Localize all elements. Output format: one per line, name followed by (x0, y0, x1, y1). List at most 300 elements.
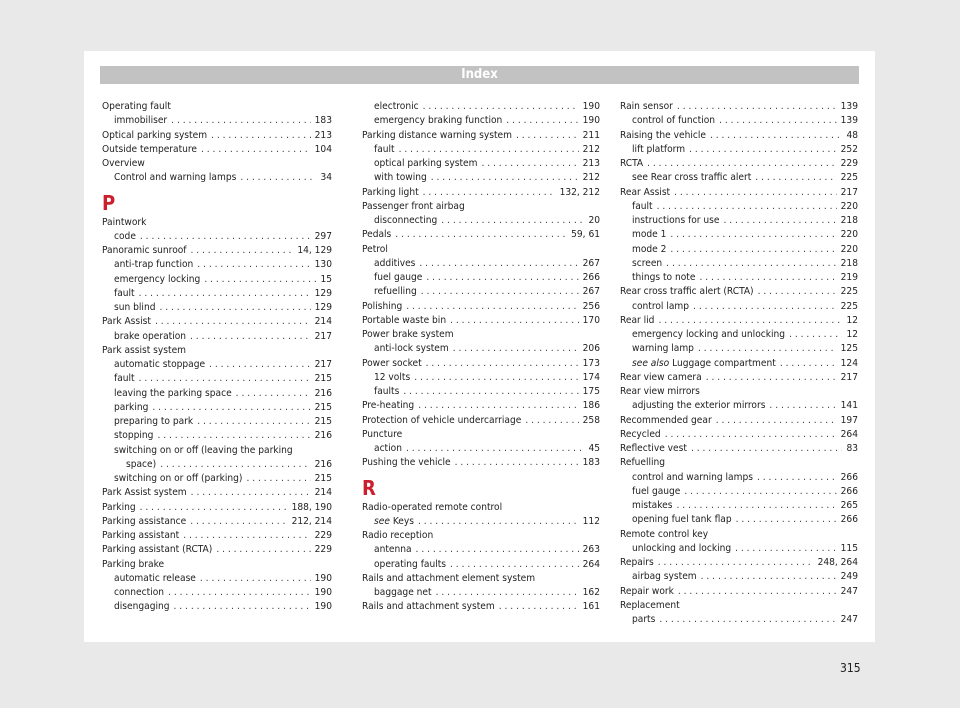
index-entry (362, 414, 600, 428)
entry-term: Rails and attachment system (362, 601, 495, 613)
dot-leader (403, 385, 578, 399)
index-heading: Parking brake (102, 558, 165, 570)
index-entry (362, 371, 600, 385)
dot-leader (665, 428, 837, 442)
entry-term: Pushing the vehicle (362, 457, 451, 469)
index-entry (620, 513, 858, 527)
index-entry (362, 100, 600, 114)
index-entry (620, 100, 858, 114)
entry-page-ref: 129 (314, 302, 332, 313)
entry-term: leaving the parking space (114, 387, 232, 399)
entry-term: mode 2 (632, 243, 667, 255)
entry-page-ref: 263 (582, 544, 600, 556)
entry-term: things to note (632, 272, 696, 283)
entry-term: fault (632, 200, 653, 212)
index-entry (362, 515, 600, 529)
index-entry (620, 257, 858, 271)
index-entry (362, 171, 600, 185)
entry-page-ref: 266 (840, 485, 858, 497)
entry-term: Reflective vest (620, 443, 687, 454)
dot-leader (236, 387, 311, 401)
entry-page-ref: 214 (314, 316, 332, 328)
index-heading: Operating fault (102, 101, 171, 112)
dot-leader (240, 171, 316, 185)
index-entry (102, 258, 332, 272)
entry-page-ref: 175 (582, 386, 600, 397)
entry-term: parking (114, 401, 149, 413)
dot-leader (418, 515, 579, 529)
entry-term: electronic (374, 101, 419, 112)
entry-term: RCTA (620, 158, 644, 169)
entry-term: Rear cross traffic alert (RCTA) (620, 286, 754, 298)
dot-leader (421, 285, 579, 299)
entry-term: Recycled (620, 428, 661, 440)
dot-leader (657, 200, 837, 214)
entry-page-ref: 45 (588, 443, 600, 454)
entry-term: instructions for use (632, 215, 720, 226)
dot-leader (204, 273, 316, 287)
dot-leader (666, 257, 836, 271)
dot-leader (699, 271, 836, 285)
entry-page-ref: 173 (582, 357, 600, 369)
entry-term: Park Assist (102, 316, 151, 328)
entry-page-ref: 267 (582, 286, 600, 298)
index-entry (102, 358, 332, 372)
entry-page-ref: 115 (840, 542, 858, 554)
entry-page-ref: 215 (314, 473, 332, 484)
entry-term: Park Assist system (102, 487, 187, 499)
entry-term: fault (374, 143, 395, 155)
entry-term: faults (374, 386, 400, 397)
dot-leader (423, 186, 556, 200)
index-heading: Radio-operated remote control (362, 501, 503, 513)
entry-term: Raising the vehicle (620, 129, 706, 141)
entry-term: Optical parking system (102, 129, 208, 141)
index-entry (620, 585, 858, 599)
index-entry (362, 456, 600, 470)
dot-leader (659, 613, 836, 627)
dot-leader (414, 371, 578, 385)
index-entry (102, 301, 332, 315)
index-entry (102, 543, 332, 557)
entry-page-ref: 190 (582, 101, 600, 112)
entry-term-text: Luggage compartment (672, 357, 776, 369)
index-entry (102, 529, 332, 543)
entry-term: Parking (102, 501, 136, 513)
entry-term: Repairs (620, 557, 654, 568)
entry-term: Rear view camera (620, 371, 702, 383)
dot-leader (431, 171, 579, 185)
entry-term: Parking light (362, 186, 419, 198)
index-entry (102, 171, 332, 185)
entry-page-ref: 266 (840, 514, 858, 526)
entry-term: parts (632, 614, 656, 625)
index-entry (102, 315, 332, 329)
index-entry (362, 143, 600, 157)
entry-page-ref: 139 (840, 115, 858, 127)
dot-leader (450, 314, 579, 328)
dot-leader (418, 399, 578, 413)
entry-page-ref: 139 (840, 101, 858, 112)
entry-term: anti-trap function (114, 259, 194, 271)
dot-leader (191, 486, 311, 500)
index-heading: Puncture (362, 428, 403, 440)
index-entry (362, 285, 600, 299)
dot-leader (197, 258, 310, 272)
dot-leader (190, 330, 311, 344)
index-entry (362, 157, 600, 171)
index-entry (620, 157, 858, 171)
entry-page-ref: 220 (840, 229, 858, 241)
section-letter: P (102, 190, 116, 215)
entry-term: space) (126, 458, 157, 470)
entry-page-ref: 216 (314, 387, 332, 399)
dot-leader (710, 129, 842, 143)
entry-page-ref: 229 (314, 530, 332, 541)
dot-leader (677, 100, 837, 114)
dot-leader (757, 471, 837, 485)
entry-page-ref: 197 (840, 414, 858, 426)
dot-leader (191, 244, 294, 258)
entry-page-ref: 125 (840, 343, 858, 355)
entry-term: code (114, 230, 136, 242)
dot-leader (674, 186, 837, 200)
dot-leader (419, 257, 578, 271)
entry-term: opening fuel tank flap (632, 514, 732, 526)
entry-term: control of function (632, 115, 716, 127)
entry-term: fuel gauge (632, 485, 681, 497)
index-entry (362, 600, 600, 614)
index-entry (102, 401, 332, 415)
entry-page-ref: 190 (314, 587, 332, 598)
index-entry (620, 114, 858, 128)
index-entry (362, 399, 600, 413)
index-entry (620, 271, 858, 285)
entry-page-ref: 212 (582, 172, 600, 184)
entry-term: with towing (374, 172, 427, 184)
index-heading: Petrol (362, 243, 388, 255)
index-entry (620, 570, 858, 584)
entry-term: Parking assistant (RCTA) (102, 544, 213, 556)
index-entry (620, 499, 858, 513)
entry-page-ref: 211 (582, 129, 600, 141)
entry-term: Parking assistance (102, 515, 187, 527)
entry-page-ref: 220 (840, 243, 858, 255)
entry-page-ref: 212, 214 (291, 515, 332, 527)
index-entry (620, 186, 858, 200)
entry-page-ref: 212 (582, 143, 600, 155)
index-entry (102, 600, 332, 614)
dot-leader (159, 301, 310, 315)
index-heading: Rear view mirrors (620, 386, 700, 397)
entry-page-ref: 213 (314, 129, 332, 141)
index-heading: Replacement (620, 599, 680, 611)
index-entry (102, 330, 332, 344)
index-entry (620, 399, 858, 413)
index-entry (620, 285, 858, 299)
index-entry (102, 129, 332, 143)
dot-leader (174, 600, 311, 614)
entry-term: screen (632, 257, 663, 269)
dot-leader (190, 515, 287, 529)
entry-term: fault (114, 373, 135, 385)
index-entry (620, 129, 858, 143)
index-entry (102, 429, 332, 443)
dot-leader (516, 129, 579, 143)
dot-leader (436, 586, 579, 600)
dot-leader (693, 300, 837, 314)
dot-leader (423, 100, 579, 114)
dot-leader (139, 372, 311, 386)
entry-page-ref: 215 (314, 416, 332, 427)
dot-leader (139, 287, 311, 301)
entry-term: Outside temperature (102, 143, 198, 155)
entry-term: airbag system (632, 571, 697, 583)
dot-leader (780, 357, 837, 371)
entry-page-ref: 213 (582, 158, 600, 169)
dot-leader (157, 429, 310, 443)
index-heading: Overview (102, 158, 145, 169)
dot-leader (152, 401, 310, 415)
entry-page-ref: 34 (320, 172, 332, 184)
dot-leader (658, 556, 814, 570)
entry-term: antenna (374, 544, 412, 556)
entry-term: Pedals (362, 229, 392, 241)
dot-leader (670, 228, 836, 242)
entry-page-ref: 249 (840, 571, 858, 583)
entry-page-ref: 129 (314, 287, 332, 299)
index-entry (362, 228, 600, 242)
entry-term: action (374, 443, 402, 454)
entry-term: Portable waste bin (362, 314, 447, 326)
index-entry (362, 300, 600, 314)
index-entry (620, 428, 858, 442)
index-column-3 (620, 100, 858, 627)
index-entry (362, 586, 600, 600)
entry-term: immobiliser (114, 115, 168, 127)
index-entry (620, 613, 858, 627)
dot-leader (736, 513, 837, 527)
entry-page-ref: 12 (846, 329, 858, 340)
entry-page-ref: 48 (846, 129, 858, 141)
dot-leader (441, 214, 584, 228)
entry-page-ref: 225 (840, 300, 858, 312)
index-entry (102, 458, 332, 472)
entry-page-ref: 215 (314, 401, 332, 413)
index-entry (620, 357, 858, 371)
dot-leader (689, 143, 837, 157)
dot-leader (499, 600, 579, 614)
entry-term: mistakes (632, 500, 673, 511)
entry-term: control lamp (632, 300, 690, 312)
entry-page-ref: 190 (582, 115, 600, 127)
entry-term: emergency locking (114, 273, 201, 285)
dot-leader (211, 129, 311, 143)
entry-page-ref: 83 (846, 443, 858, 454)
entry-page-ref: 206 (582, 343, 600, 355)
entry-term: lift platform (632, 143, 686, 155)
index-entry (620, 228, 858, 242)
dot-leader (168, 586, 311, 600)
entry-page-ref: 162 (582, 587, 600, 598)
dot-leader (769, 399, 836, 413)
entry-term: disconnecting (374, 215, 438, 226)
index-entry (620, 542, 858, 556)
index-entry (362, 385, 600, 399)
index-heading: Refuelling (620, 457, 666, 469)
entry-term: automatic release (114, 572, 196, 584)
entry-term: emergency braking function (374, 115, 503, 127)
dot-leader (197, 415, 310, 429)
dot-leader (716, 414, 837, 428)
index-heading: Power brake system (362, 329, 454, 340)
entry-page-ref: 141 (840, 400, 858, 412)
dot-leader (209, 358, 311, 372)
index-entry (620, 328, 858, 342)
index-entry (362, 543, 600, 557)
dot-leader (525, 414, 578, 428)
entry-term: control and warning lamps (632, 471, 753, 483)
entry-page-ref: 218 (840, 215, 858, 226)
entry-page-ref: 170 (582, 314, 600, 326)
entry-term (632, 357, 776, 371)
entry-term: refuelling (374, 286, 417, 298)
entry-page-ref: 188, 190 (291, 501, 332, 513)
entry-term-text: Keys (392, 515, 414, 527)
entry-page-ref: 190 (314, 572, 332, 584)
dot-leader (719, 114, 837, 128)
index-entry (620, 171, 858, 185)
dot-leader (140, 501, 288, 515)
entry-page-ref: 183 (314, 115, 332, 127)
entry-term: automatic stoppage (114, 359, 206, 370)
index-entry (620, 342, 858, 356)
index-entry (362, 257, 600, 271)
index-entry (620, 414, 858, 428)
dot-leader (140, 230, 311, 244)
index-entry (620, 214, 858, 228)
index-entry (102, 501, 332, 515)
index-heading: Remote control key (620, 528, 709, 540)
index-entry (102, 515, 332, 529)
index-entry (362, 314, 600, 328)
see-reference: see also (632, 357, 670, 369)
entry-page-ref: 104 (314, 143, 332, 155)
dot-leader (160, 458, 310, 472)
entry-page-ref: 20 (588, 215, 600, 226)
dot-leader (724, 214, 837, 228)
entry-page-ref: 218 (840, 257, 858, 269)
entry-page-ref: 59, 61 (571, 229, 600, 241)
dot-leader (735, 542, 837, 556)
entry-term: preparing to park (114, 416, 194, 427)
dot-leader (426, 357, 579, 371)
index-entry (620, 556, 858, 570)
index-entry (620, 300, 858, 314)
index-entry (362, 214, 600, 228)
entry-term: fuel gauge (374, 272, 423, 283)
page-header: Index (100, 66, 859, 84)
entry-page-ref: 264 (840, 428, 858, 440)
entry-term: Rain sensor (620, 101, 673, 112)
entry-page-ref: 217 (314, 330, 332, 342)
index-entry (102, 287, 332, 301)
index-entry (102, 230, 332, 244)
index-entry (102, 273, 332, 287)
entry-page-ref: 258 (582, 414, 600, 426)
index-entry (620, 371, 858, 385)
dot-leader (453, 342, 579, 356)
entry-page-ref: 225 (840, 172, 858, 184)
index-column-1 (102, 100, 332, 615)
entry-page-ref: 219 (840, 272, 858, 283)
entry-page-ref: 217 (840, 186, 858, 198)
entry-term: mode 1 (632, 229, 667, 241)
dot-leader (678, 585, 837, 599)
dot-leader (691, 442, 843, 456)
entry-term: 12 volts (374, 371, 411, 383)
index-column-2 (362, 100, 600, 615)
dot-leader (450, 558, 579, 572)
dot-leader (758, 285, 837, 299)
entry-page-ref: 217 (314, 359, 332, 370)
entry-page-ref: 256 (582, 300, 600, 312)
entry-term: stopping (114, 430, 154, 442)
entry-page-ref: 229 (840, 158, 858, 169)
entry-page-ref: 190 (314, 601, 332, 613)
entry-page-ref: 124 (840, 357, 858, 369)
index-entry (102, 372, 332, 386)
entry-term: Pre-heating (362, 400, 415, 412)
index-entry (102, 244, 332, 258)
dot-leader (399, 143, 579, 157)
entry-term: fault (114, 287, 135, 299)
index-entry (620, 485, 858, 499)
entry-term: Parking assistant (102, 530, 180, 541)
section-letter: R (362, 475, 376, 500)
entry-term: unlocking and locking (632, 542, 732, 554)
entry-term: baggage net (374, 587, 432, 598)
index-heading: Rails and attachment element system (362, 572, 536, 584)
index-heading: Radio reception (362, 530, 434, 541)
dot-leader (670, 243, 836, 257)
dot-leader (698, 342, 837, 356)
dot-leader (171, 114, 310, 128)
index-entry (620, 314, 858, 328)
entry-term: adjusting the exterior mirrors (632, 400, 766, 412)
dot-leader (201, 143, 311, 157)
index-entry (620, 200, 858, 214)
dot-leader (755, 171, 836, 185)
index-entry (102, 114, 332, 128)
dot-leader (706, 371, 837, 385)
see-reference: see (374, 515, 390, 527)
entry-page-ref: 225 (840, 286, 858, 298)
entry-term: Recommended gear (620, 414, 712, 426)
index-entry (620, 471, 858, 485)
entry-page-ref: 130 (314, 259, 332, 271)
index-entry (362, 558, 600, 572)
dot-leader (455, 456, 579, 470)
entry-term: sun blind (114, 302, 156, 313)
entry-page-ref: 264 (582, 558, 600, 570)
entry-term: Power socket (362, 357, 422, 369)
dot-leader (395, 228, 567, 242)
entry-term: emergency locking and unlocking (632, 329, 786, 340)
entry-page-ref: 186 (582, 400, 600, 412)
dot-leader (155, 315, 311, 329)
dot-leader (701, 570, 837, 584)
